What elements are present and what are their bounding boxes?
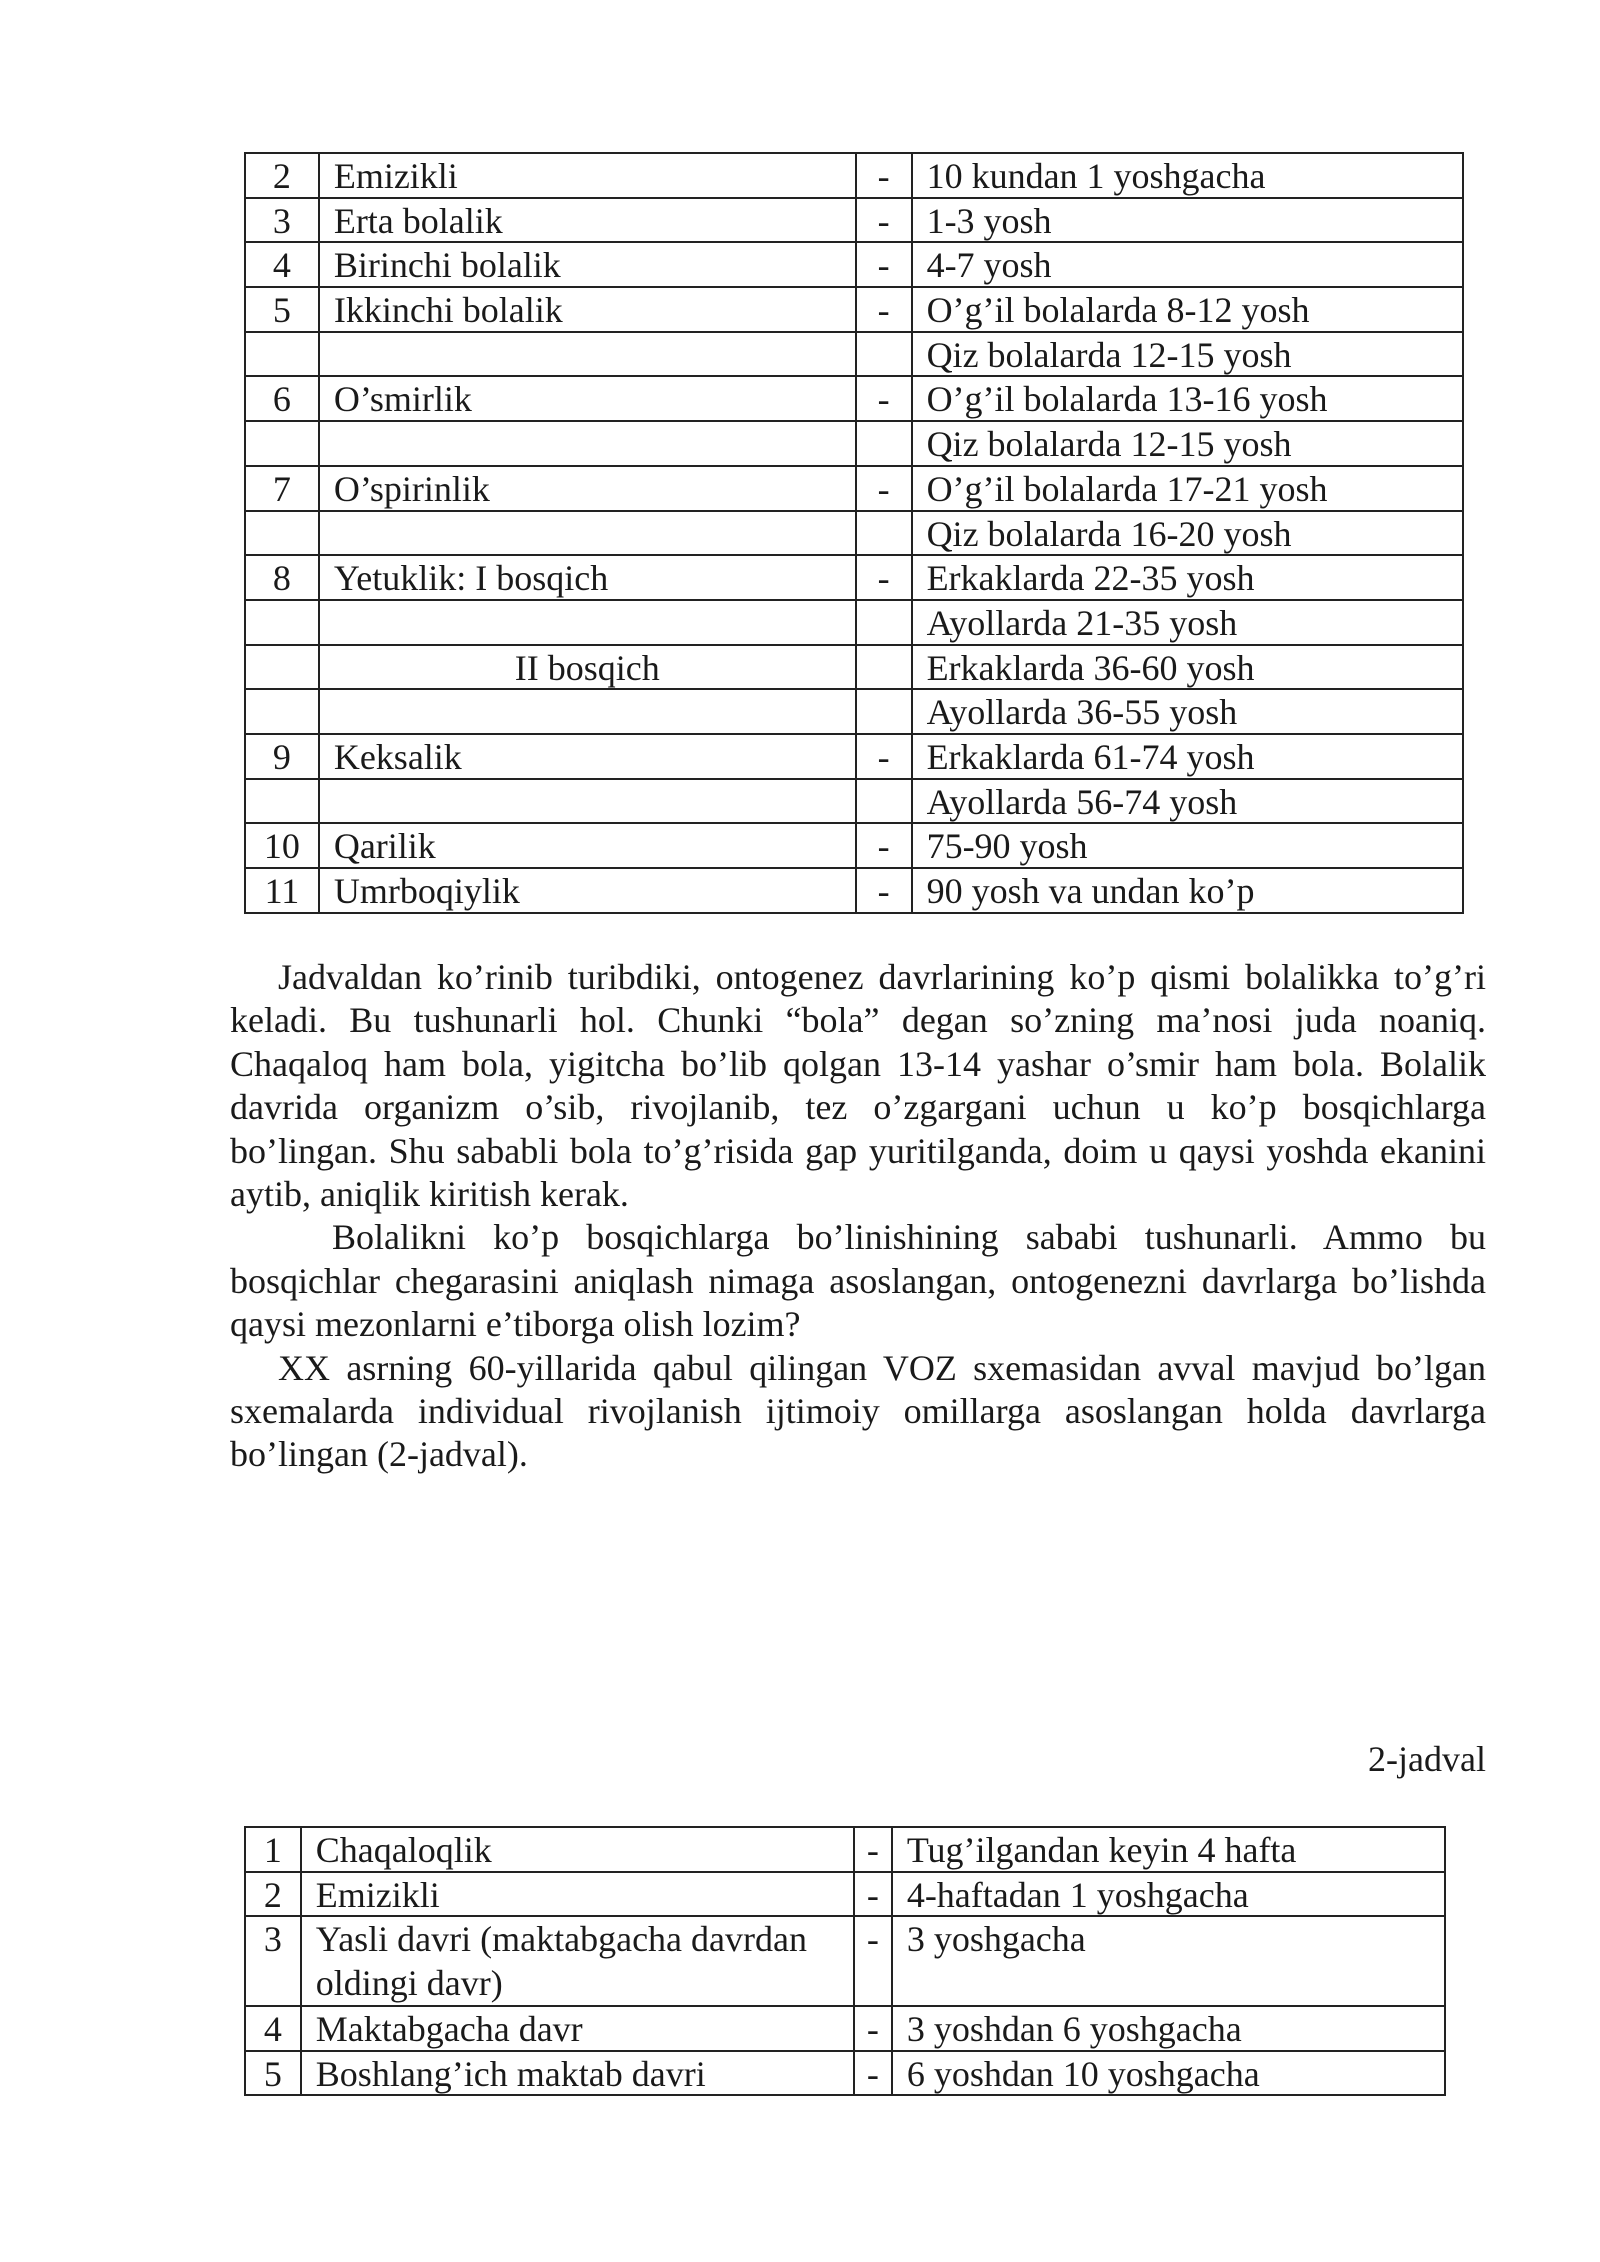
age-range: 75-90 yosh	[912, 823, 1463, 868]
row-dash	[856, 600, 912, 645]
table-row	[245, 555, 1463, 600]
row-number	[245, 689, 319, 734]
period-name: Emizikli	[319, 153, 856, 198]
table-row	[245, 734, 1463, 779]
table-row	[245, 645, 1463, 690]
row-number	[245, 645, 319, 690]
table-row	[245, 198, 1463, 243]
age-range: O’g’il bolalarda 17-21 yosh	[912, 466, 1463, 511]
period-name: Qarilik	[319, 823, 856, 868]
row-number: 11	[245, 868, 319, 913]
age-range: Ayollarda 56-74 yosh	[912, 779, 1463, 824]
row-dash: -	[856, 466, 912, 511]
age-range: 3 yoshdan 6 yoshgacha	[892, 2006, 1445, 2051]
row-number: 3	[245, 198, 319, 243]
row-number	[245, 421, 319, 466]
row-dash	[856, 511, 912, 556]
paragraph: XX asrning 60-yillarida qabul qilingan VOZ sxemasidan avval mavjud bo’lgan sxemalarda individual rivojlanish ijtimoiy omillarga asoslangan holda davrlarga bo’lingan (2-jadval).	[230, 1347, 1486, 1475]
row-dash: -	[856, 823, 912, 868]
period-name: II bosqich	[319, 645, 856, 690]
row-number	[245, 600, 319, 645]
row-number: 4	[245, 2006, 301, 2051]
row-dash: -	[854, 1916, 892, 2006]
period-name: Emizikli	[301, 1872, 854, 1917]
row-number: 10	[245, 823, 319, 868]
age-range: Ayollarda 21-35 yosh	[912, 600, 1463, 645]
row-number: 1	[245, 1827, 301, 1872]
row-dash	[856, 332, 912, 377]
row-number	[245, 511, 319, 556]
table-row	[245, 1872, 1445, 1917]
table-row	[245, 466, 1463, 511]
row-dash: -	[856, 376, 912, 421]
table-row	[245, 287, 1463, 332]
row-number: 2	[245, 153, 319, 198]
period-name: Erta bolalik	[319, 198, 856, 243]
period-name: O’spirinlik	[319, 466, 856, 511]
age-periods-table	[244, 152, 1464, 914]
table-row	[245, 511, 1463, 556]
table-row	[245, 689, 1463, 734]
age-range: 6 yoshdan 10 yoshgacha	[892, 2051, 1445, 2096]
period-name	[319, 600, 856, 645]
body-text	[230, 956, 1486, 1477]
period-name	[319, 689, 856, 734]
paragraph: Bolalikni ko’p bosqichlarga bo’linishining sababi tushunarli. Ammo bu bosqichlar chegarasini aniqlash nimaga asoslangan, ontogenezni davrlarga bo’lishda qaysi mezonlarni e’tiborga olish lozim?	[230, 1217, 1486, 1345]
row-number: 6	[245, 376, 319, 421]
period-name	[319, 511, 856, 556]
table-row	[245, 153, 1463, 198]
age-range: 90 yosh va undan ko’p	[912, 868, 1463, 913]
row-dash: -	[856, 555, 912, 600]
age-range: 4-7 yosh	[912, 242, 1463, 287]
age-range: O’g’il bolalarda 13-16 yosh	[912, 376, 1463, 421]
period-name	[319, 332, 856, 377]
row-dash: -	[854, 1827, 892, 1872]
age-range: Tug’ilgandan keyin 4 hafta	[892, 1827, 1445, 1872]
table-row	[245, 421, 1463, 466]
period-name: Boshlang’ich maktab davri	[301, 2051, 854, 2096]
period-name: Chaqaloqlik	[301, 1827, 854, 1872]
row-dash	[856, 689, 912, 734]
row-dash: -	[856, 868, 912, 913]
period-name: Yetuklik: I bosqich	[319, 555, 856, 600]
row-dash	[856, 645, 912, 690]
period-name	[319, 779, 856, 824]
row-dash: -	[856, 198, 912, 243]
row-number: 7	[245, 466, 319, 511]
period-name	[319, 421, 856, 466]
row-dash: -	[856, 242, 912, 287]
age-range: Qiz bolalarda 16-20 yosh	[912, 511, 1463, 556]
age-range: 10 kundan 1 yoshgacha	[912, 153, 1463, 198]
period-name: Birinchi bolalik	[319, 242, 856, 287]
row-number: 5	[245, 2051, 301, 2096]
table-row	[245, 376, 1463, 421]
row-dash: -	[854, 2006, 892, 2051]
age-range: O’g’il bolalarda 8-12 yosh	[912, 287, 1463, 332]
row-number	[245, 332, 319, 377]
row-number: 2	[245, 1872, 301, 1917]
paragraph: Jadvaldan ko’rinib turibdiki, ontogenez davrlarining ko’p qismi bolalikka to’g’ri keladi. Bu tushunarli hol. Chunki “bola” degan so’zning ma’nosi juda noaniq. Chaqaloq ham bola, yigitcha bo’lib qolgan 13-14 yashar o’smir ham bola. Bolalik davrida organizm o’sib, rivojlanib, tez o’zgargani uchun u ko’p bosqichlarga bo’lingan. Shu sababli bola to’g’risida gap yuritilganda, doim u qaysi yoshda ekanini aytib, aniqlik kiritish kerak.	[230, 957, 1486, 1215]
row-dash: -	[856, 734, 912, 779]
table-row	[245, 1916, 1445, 2006]
period-name: Yasli davri (maktabgacha davrdan oldingi davr)	[301, 1916, 854, 2006]
period-name: O’smirlik	[319, 376, 856, 421]
row-dash: -	[854, 1872, 892, 1917]
age-range: Qiz bolalarda 12-15 yosh	[912, 332, 1463, 377]
row-dash: -	[856, 153, 912, 198]
age-range: Qiz bolalarda 12-15 yosh	[912, 421, 1463, 466]
table-row	[245, 2006, 1445, 2051]
period-name: Ikkinchi bolalik	[319, 287, 856, 332]
age-range: 3 yoshgacha	[892, 1916, 1445, 2006]
table-row	[245, 868, 1463, 913]
table-row	[245, 2051, 1445, 2096]
table-row	[245, 779, 1463, 824]
table-row	[245, 600, 1463, 645]
table-row	[245, 332, 1463, 377]
row-number: 4	[245, 242, 319, 287]
age-range: Erkaklarda 22-35 yosh	[912, 555, 1463, 600]
period-name: Umrboqiylik	[319, 868, 856, 913]
row-number: 3	[245, 1916, 301, 2006]
age-range: 1-3 yosh	[912, 198, 1463, 243]
row-number: 8	[245, 555, 319, 600]
table-row	[245, 242, 1463, 287]
row-dash	[856, 779, 912, 824]
table-caption: 2-jadval	[1368, 1739, 1486, 1779]
row-dash: -	[856, 287, 912, 332]
row-number: 5	[245, 287, 319, 332]
period-name: Keksalik	[319, 734, 856, 779]
row-number	[245, 779, 319, 824]
row-dash	[856, 421, 912, 466]
age-range: 4-haftadan 1 yoshgacha	[892, 1872, 1445, 1917]
table-row	[245, 1827, 1445, 1872]
social-periods-table	[244, 1826, 1446, 2096]
age-range: Ayollarda 36-55 yosh	[912, 689, 1463, 734]
age-range: Erkaklarda 36-60 yosh	[912, 645, 1463, 690]
age-range: Erkaklarda 61-74 yosh	[912, 734, 1463, 779]
period-name: Maktabgacha davr	[301, 2006, 854, 2051]
row-number: 9	[245, 734, 319, 779]
table-row	[245, 823, 1463, 868]
row-dash: -	[854, 2051, 892, 2096]
